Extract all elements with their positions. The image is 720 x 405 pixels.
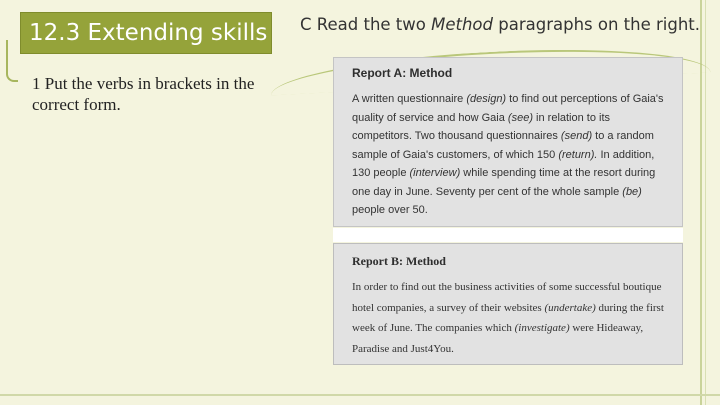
task-1-instruction: 1 Put the verbs in brackets in the correct form.: [32, 74, 255, 114]
text-run: were Hideaway, Paradise and Just4You.: [352, 322, 644, 355]
text-run: during the first week of June. The companies which: [352, 301, 664, 334]
text-run: In order to find out the business activities of some successful boutique hotel companies, a survey of their websites: [352, 281, 662, 314]
task-c-part2: paragraphs on the right.: [493, 15, 700, 34]
report-b-body: [352, 277, 672, 359]
verb-prompt: (interview): [409, 167, 461, 179]
panel-separator: [333, 228, 683, 242]
report-b-panel: [333, 243, 683, 365]
task-c-part1: C Read the two: [300, 15, 432, 34]
report-a-heading: Report A: Method: [352, 66, 453, 80]
task-c-instruction: [300, 15, 700, 34]
decorative-hook: [6, 40, 18, 82]
report-b-heading: Report B: Method: [352, 254, 446, 268]
verb-prompt: (undertake): [544, 301, 596, 314]
text-run: in relation to its competitors. Two thousand questionnaires: [352, 111, 611, 142]
slide-title-text: 12.3 Extending skills: [29, 20, 268, 46]
text-run: In addition, 130 people: [352, 148, 655, 179]
verb-prompt: (send): [560, 130, 593, 142]
text-run: to a random sample of Gaia's customers, of which 150: [352, 130, 654, 161]
decorative-line-right-inner: [705, 0, 706, 405]
report-a-body: [352, 90, 670, 220]
text-run: while spending time at the resort during one day in June. Seventy per cent of the whole sample: [352, 167, 656, 198]
report-a-panel: [333, 57, 683, 227]
verb-prompt: (see): [507, 111, 533, 124]
text-run: people over 50.: [352, 204, 428, 216]
text-run: to find out perceptions of Gaia's quality of service and how Gaia: [352, 93, 664, 124]
verb-prompt: (design): [466, 93, 507, 105]
text-run: A written questionnaire: [352, 93, 467, 105]
verb-prompt: (return).: [558, 148, 598, 161]
verb-prompt: (investigate): [514, 322, 570, 334]
decorative-line-bottom: [0, 394, 720, 396]
slide-title: [20, 12, 272, 54]
verb-prompt: (be): [622, 185, 642, 198]
task-c-emphasis: Method: [431, 15, 493, 34]
decorative-line-right: [700, 0, 702, 405]
